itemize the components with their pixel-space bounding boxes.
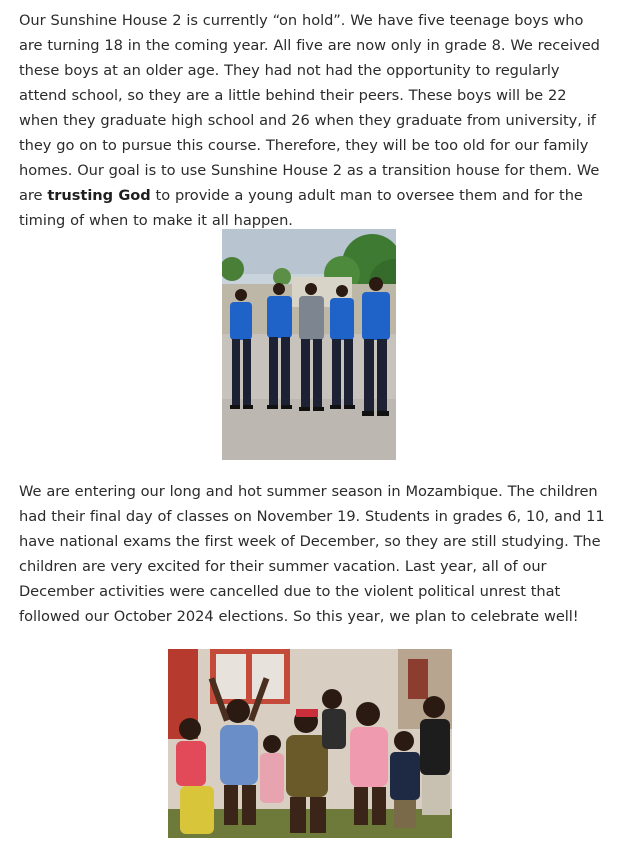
paragraph-1-bold-text: trusting God bbox=[47, 187, 151, 204]
paragraph-sunshine-house-2 bbox=[19, 8, 609, 233]
paragraph-summer-season bbox=[19, 479, 609, 629]
paragraph-2-text: We are entering our long and hot summer season in Mozambique. The children had their final day of classes on November 19. Students in grades 6, 10, and 11 have national exams the first week of December, so they are still studying. The children are very excited for their summer vacation. Last year, all of our December activities were cancelled due to the violent political unrest that followed our October 2024 elections. So this year, we plan to celebrate well! bbox=[19, 483, 605, 625]
paragraph-1-text-end: to provide a young adult man to oversee them and for the timing of when to make it all happen. bbox=[19, 187, 583, 229]
photo-celebrating-children bbox=[168, 649, 452, 838]
photo-five-teenage-boys bbox=[222, 229, 396, 460]
paragraph-1-text-start: Our Sunshine House 2 is currently “on hold”. We have five teenage boys who are turning 18 in the coming year. All five are now only in grade 8. We received these boys at an older age. They had not had the opportunity to regularly attend school, so they are a little behind their peers. These boys will be 22 when they graduate high school and 26 when they graduate from university, if they go on to pursue this course. Therefore, they will be too old for our family homes. Our goal is to use Sunshine House 2 as a transition house for them. We are bbox=[19, 12, 600, 204]
